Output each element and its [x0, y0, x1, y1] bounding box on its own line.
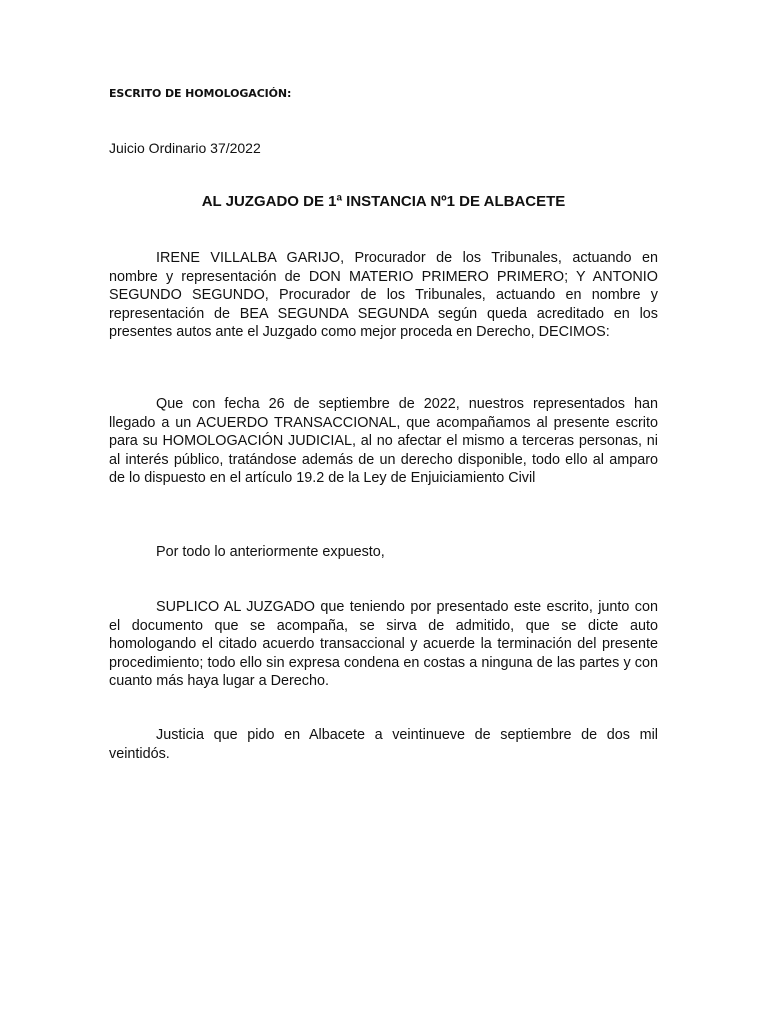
paragraph-agreement: Que con fecha 26 de septiembre de 2022, nuestros representados han llegado a un ACUERDO TRANSACCIONAL, que acompañamos al presente escrito para su HOMOLOGACIÓN JUDICIAL, al no afectar el mismo a terceras personas, ni al interés público, tratándose además de un derecho disponible, todo ello al amparo de lo dispuesto en el artículo 19.2 de la Ley de Enjuiciamiento Civil	[109, 396, 658, 486]
case-reference: Juicio Ordinario 37/2022	[109, 140, 261, 156]
paragraph-parties: IRENE VILLALBA GARIJO, Procurador de los Tribunales, actuando en nombre y representación de DON MATERIO PRIMERO PRIMERO; Y ANTONIO SEGUNDO SEGUNDO, Procurador de los Tribunales, actuando en nombre y representación de BEA SEGUNDA SEGUNDA según queda acreditado en los presentes autos ante el Juzgado como mejor proceda en Derecho, DECIMOS:	[109, 250, 658, 340]
paragraph-transition: Por todo lo anteriormente expuesto,	[156, 544, 385, 560]
paragraph-closing: Justicia que pido en Albacete a veintinueve de septiembre de dos mil veintidós.	[109, 727, 658, 762]
court-addressee: AL JUZGADO DE 1ª INSTANCIA Nº1 DE ALBACETE	[201, 193, 566, 210]
paragraph-petition: SUPLICO AL JUZGADO que teniendo por presentado este escrito, junto con el documento que se acompaña, se sirva de admitido, que se dicte auto homologando el citado acuerdo transaccional y acuerde la terminación del presente procedimiento; todo ello sin expresa condena en costas a ninguna de las partes y con cuanto más haya lugar a Derecho.	[109, 599, 658, 689]
document-heading: ESCRITO DE HOMOLOGACIÓN:	[109, 87, 292, 100]
